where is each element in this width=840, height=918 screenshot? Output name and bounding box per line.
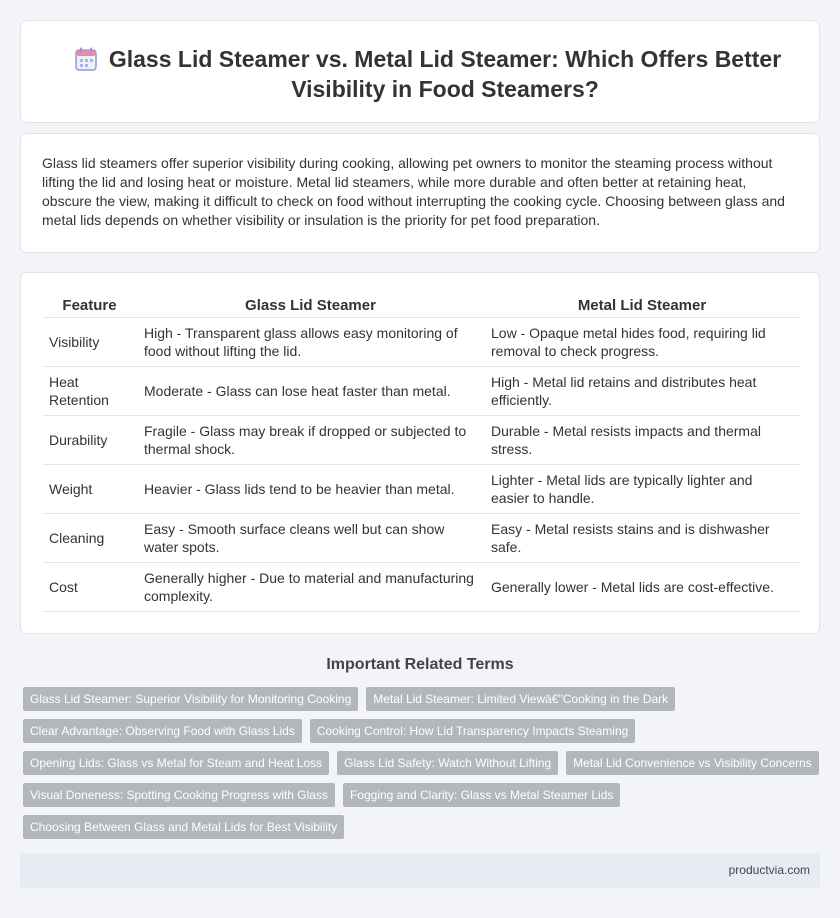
intro-paragraph: Glass lid steamers offer superior visibility during cooking, allowing pet owners to monitor the steaming process without lifting the lid and losing heat or moisture. Metal lid steamers, while more durable and often better at retaining heat, obscure the view, making it difficult to check on food without interrupting the cooking cycle. Choosing between glass and metal lids depends on whether visibility or insulation is the priority for pet food preparation.: [42, 155, 785, 228]
feature-cell: Heat Retention: [43, 367, 136, 416]
title-card: [20, 20, 820, 123]
table-row: [43, 465, 799, 514]
related-terms-tags: [23, 687, 823, 839]
header-metal-lid: Metal Lid Steamer: [483, 295, 799, 318]
table-header-row: [43, 295, 799, 318]
related-term-tag[interactable]: Metal Lid Steamer: Limited Viewâ€"Cooking in the Dark: [366, 687, 675, 711]
table-row: [43, 318, 799, 367]
glass-cell: Generally higher - Due to material and manufacturing complexity.: [136, 563, 483, 612]
metal-cell: Generally lower - Metal lids are cost-effective.: [483, 563, 799, 612]
table-row: [43, 563, 799, 612]
feature-cell: Durability: [43, 416, 136, 465]
footer-source: productvia.com: [728, 863, 810, 877]
related-terms-heading: Important Related Terms: [326, 656, 514, 673]
glass-cell: Heavier - Glass lids tend to be heavier than metal.: [136, 465, 483, 514]
table-row: [43, 416, 799, 465]
page-title: Glass Lid Steamer vs. Metal Lid Steamer: Which Offers Better Visibility in Food Steamers?: [108, 46, 782, 102]
metal-cell: Easy - Metal resists stains and is dishwasher safe.: [483, 514, 799, 563]
calendar-icon: [75, 47, 97, 71]
glass-cell: High - Transparent glass allows easy monitoring of food without lifting the lid.: [136, 318, 483, 367]
comparison-table: [43, 295, 799, 612]
related-term-tag[interactable]: Choosing Between Glass and Metal Lids for Best Visibility: [23, 815, 344, 839]
feature-cell: Visibility: [43, 318, 136, 367]
glass-cell: Moderate - Glass can lose heat faster than metal.: [136, 367, 483, 416]
table-row: [43, 514, 799, 563]
related-term-tag[interactable]: Metal Lid Convenience vs Visibility Concerns: [566, 751, 819, 775]
related-term-tag[interactable]: Visual Doneness: Spotting Cooking Progress with Glass: [23, 783, 335, 807]
metal-cell: Durable - Metal resists impacts and thermal stress.: [483, 416, 799, 465]
related-term-tag[interactable]: Glass Lid Steamer: Superior Visibility for Monitoring Cooking: [23, 687, 358, 711]
header-feature: Feature: [43, 295, 136, 318]
glass-cell: Easy - Smooth surface cleans well but can show water spots.: [136, 514, 483, 563]
footer: [20, 853, 820, 888]
metal-cell: High - Metal lid retains and distributes heat efficiently.: [483, 367, 799, 416]
related-term-tag[interactable]: Fogging and Clarity: Glass vs Metal Steamer Lids: [343, 783, 620, 807]
feature-cell: Cleaning: [43, 514, 136, 563]
feature-cell: Weight: [43, 465, 136, 514]
comparison-card: [20, 272, 820, 634]
header-glass-lid: Glass Lid Steamer: [136, 295, 483, 318]
related-term-tag[interactable]: Opening Lids: Glass vs Metal for Steam and Heat Loss: [23, 751, 329, 775]
table-row: [43, 367, 799, 416]
metal-cell: Lighter - Metal lids are typically lighter and easier to handle.: [483, 465, 799, 514]
glass-cell: Fragile - Glass may break if dropped or subjected to thermal shock.: [136, 416, 483, 465]
metal-cell: Low - Opaque metal hides food, requiring lid removal to check progress.: [483, 318, 799, 367]
intro-card: [20, 133, 820, 253]
feature-cell: Cost: [43, 563, 136, 612]
related-term-tag[interactable]: Cooking Control: How Lid Transparency Impacts Steaming: [310, 719, 635, 743]
related-term-tag[interactable]: Glass Lid Safety: Watch Without Lifting: [337, 751, 558, 775]
related-term-tag[interactable]: Clear Advantage: Observing Food with Glass Lids: [23, 719, 302, 743]
